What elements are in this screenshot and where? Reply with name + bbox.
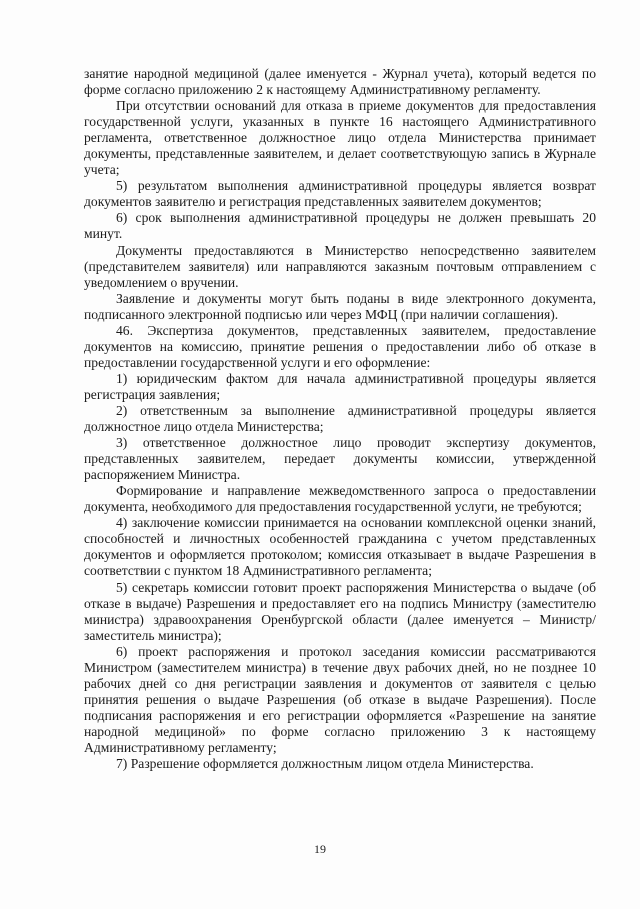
paragraph-46-item-3: 3) ответственное должностное лицо проводит экспертизу документов, представленных заявителем, передает документы комиссии, утвержденной распоряжением Министра. — [84, 435, 596, 483]
paragraph-interagency-request: Формирование и направление межведомственного запроса о предоставлении документа, необходимого для предоставления государственной услуги, не требуются; — [84, 483, 596, 515]
paragraph-46-item-2: 2) ответственным за выполнение административной процедуры является должностное лицо отдела Министерства; — [84, 402, 596, 435]
paragraph-46-item-7: 7) Разрешение оформляется должностным лицом отдела Министерства. — [116, 756, 534, 772]
paragraph-item-5-result: 5) результатом выполнения административной процедуры является возврат документов заявителю и регистрация представленных заявителем документов; — [84, 178, 596, 210]
page-number: 19 — [314, 842, 326, 856]
paragraph-no-refusal-grounds: При отсутствии оснований для отказа в приеме документов для предоставления государственной услуги, указанных в пункте 16 настоящего Административного регламента, ответственное должностное лицо отдела Министерства принимает документы, представленные заявителем, и делает соответствующую запись в Журнале учета; — [84, 98, 596, 178]
paragraph-journal-continuation: занятие народной медициной (далее именуется - Журнал учета), который ведется по форме согласно приложению 2 к настоящему Административному регламенту. — [84, 66, 596, 98]
paragraph-46-item-5: 5) секретарь комиссии готовит проект распоряжения Министерства о выдаче (об отказе в выдаче) Разрешения и предоставляет его на подпись Министру (заместителю министра) здравоохранения Оренбургской области (далее именуется – Министр/заместитель министра); — [84, 579, 596, 643]
document-body — [84, 66, 596, 772]
paragraph-section-46: 46. Экспертиза документов, представленных заявителем, предоставление документов на комиссию, принятие решения о предоставлении либо об отказе в предоставлении государственной услуги и его оформление: — [84, 322, 596, 370]
paragraph-item-6-duration: 6) срок выполнения административной процедуры не должен превышать 20 минут. — [84, 210, 596, 242]
paragraph-46-item-4: 4) заключение комиссии принимается на основании комплексной оценки знаний, способностей и личностных особенностей гражданина с учетом представленных документов и оформляется протоколом; комиссия отказывает в выдаче Разрешения в соответствии с пунктом 18 Административного регламента; — [84, 515, 596, 579]
paragraph-documents-submission: Документы предоставляются в Министерство непосредственно заявителем (представителем заявителя) или направляются заказным почтовым отправлением с уведомлением о вручении. — [84, 242, 596, 290]
paragraph-46-item-1: 1) юридическим фактом для начала административной процедуры является регистрация заявления; — [84, 370, 596, 402]
paragraph-electronic-submission: Заявление и документы могут быть поданы в виде электронного документа, подписанного электронной подписью или через МФЦ (при наличии соглашения). — [84, 290, 596, 322]
paragraph-46-item-6: 6) проект распоряжения и протокол заседания комиссии рассматриваются Министром (заместителем министра) в течение двух рабочих дней, но не позднее 10 рабочих дней со дня регистрации заявления и документов от заявителя с целью принятия решения о выдаче Разрешения (об отказе в выдаче Разрешения). После подписания распоряжения и его регистрации оформляется «Разрешение на занятие народной медициной» по форме согласно приложению 3 к настоящему Административному регламенту; — [84, 643, 596, 755]
